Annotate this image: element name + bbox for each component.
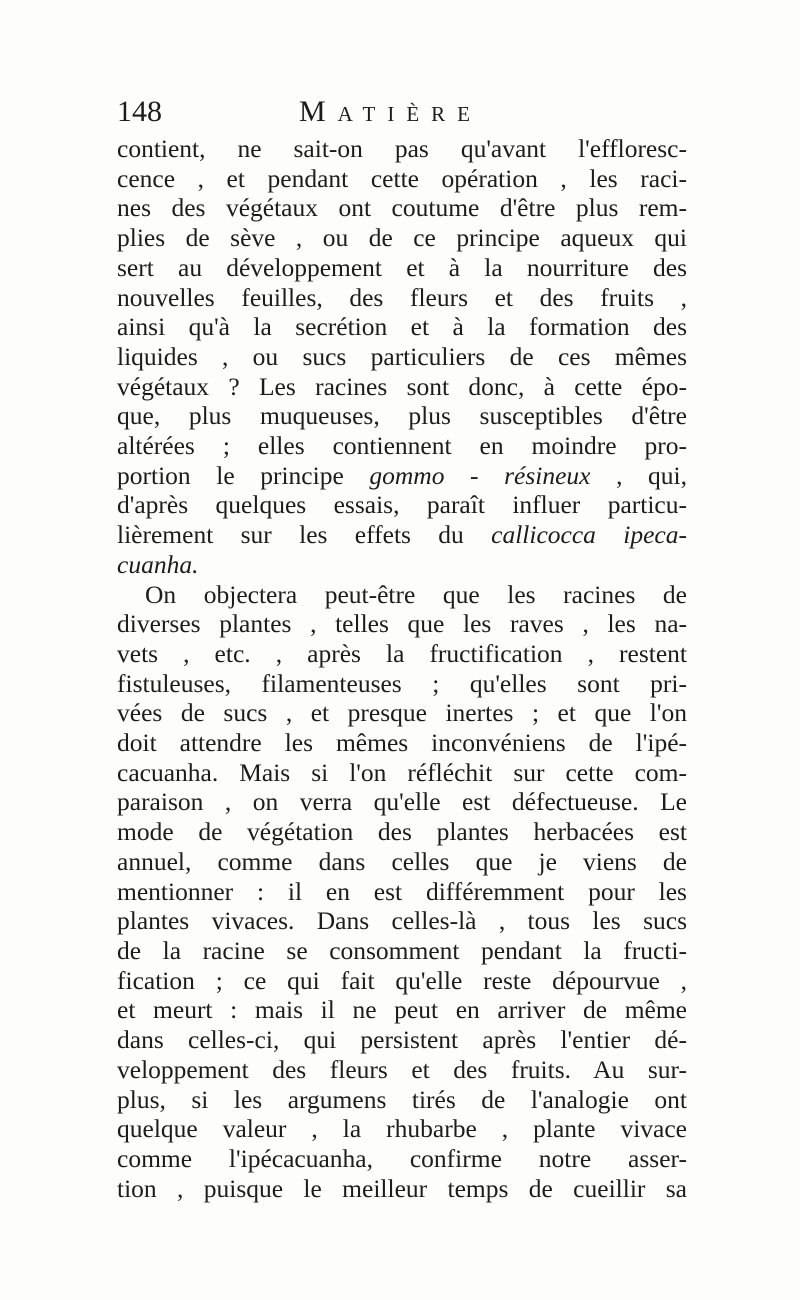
text-line [117,253,687,283]
text-segment: paraison , on verra qu'elle est défectueuse. Le [117,787,687,817]
text-segment: fistuleuses, filamenteuses ; qu'elles sont pri- [117,668,687,698]
body-text [117,134,687,1203]
italic-term: cuanha. [117,549,199,579]
text-segment: veloppement des fleurs et des fruits. Au sur- [117,1054,687,1084]
text-line [117,639,687,669]
text-segment: plus, si les argumens tirés de l'analogie ont [117,1084,687,1114]
text-line [117,520,687,550]
text-segment: liquides , ou sucs particuliers de ces mêmes [117,341,687,371]
text-segment: portion le principe [117,460,370,490]
text-line [117,877,687,907]
text-segment: nouvelles feuilles, des fleurs et des fruits , [117,282,687,312]
text-line [117,1025,687,1055]
text-line [117,1114,687,1144]
text-line [117,134,687,164]
text-line [117,342,687,372]
text-line [117,1174,687,1204]
text-line [117,461,687,491]
text-line [117,550,687,580]
text-line [117,906,687,936]
text-segment: cacuanha. Mais si l'on réfléchit sur cette com- [117,757,687,787]
text-line [117,1055,687,1085]
text-segment: d'après quelques essais, paraît influer particu- [117,490,687,520]
text-line [117,193,687,223]
text-segment: vées de sucs , et presque inertes ; et que l'on [117,698,687,728]
text-segment: altérées ; elles contiennent en moindre pro- [117,431,687,461]
text-segment: plantes vivaces. Dans celles-là , tous les sucs [117,906,687,936]
text-line [117,1085,687,1115]
italic-term: callicocca ipeca- [491,520,687,550]
text-segment: lièrement sur les effets du [117,520,492,550]
text-line [117,312,687,342]
running-title: Matière [299,95,482,128]
text-line [117,401,687,431]
text-line [117,936,687,966]
text-segment: annuel, comme dans celles que je viens de [117,846,687,876]
text-line [117,431,687,461]
text-line [117,698,687,728]
text-segment: mentionner : il en est différemment pour les [117,876,687,906]
text-segment: fication ; ce qui fait qu'elle reste dépourvue , [117,965,687,995]
text-line [117,164,687,194]
text-line [117,669,687,699]
text-segment: quelque valeur , la rhubarbe , plante vivace [117,1114,687,1144]
text-segment: diverses plantes , telles que les raves , les na- [117,609,687,639]
page-number: 148 [117,95,162,128]
text-segment: comme l'ipécacuanha, confirme notre asser- [117,1143,687,1173]
text-segment: plies de sève , ou de ce principe aqueux qui [117,223,687,253]
text-line [117,787,687,817]
text-segment: végétaux ? Les racines sont donc, à cette épo- [117,371,687,401]
text-line [117,1144,687,1174]
text-segment: On objectera peut-être que les racines de [145,579,687,609]
text-segment: vets , etc. , après la fructification , restent [117,638,687,668]
text-line [117,758,687,788]
text-line [117,283,687,313]
text-segment: que, plus muqueuses, plus susceptibles d'être [117,401,687,431]
text-line [117,817,687,847]
text-segment: cence , et pendant cette opération , les raci- [117,163,687,193]
text-segment: tion , puisque le meilleur temps de cueillir sa [117,1173,687,1203]
text-segment: ainsi qu'à la secrétion et à la formation des [117,312,687,342]
text-line [117,728,687,758]
text-segment: sert au développement et à la nourriture des [117,252,687,282]
text-segment: et meurt : mais il ne peut en arriver de même [117,995,687,1025]
text-line [117,372,687,402]
text-line [117,966,687,996]
text-segment: de la racine se consomment pendant la fructi- [117,935,687,965]
text-segment: doit attendre les mêmes inconvéniens de l'ipé- [117,728,687,758]
page-header [117,92,687,132]
text-segment: mode de végétation des plantes herbacées est [117,817,687,847]
text-line [117,223,687,253]
text-segment: nes des végétaux ont coutume d'être plus rem- [117,193,687,223]
text-line [117,609,687,639]
text-segment: dans celles-ci, qui persistent après l'entier dé- [117,1025,687,1055]
text-line [117,490,687,520]
text-line [117,847,687,877]
text-segment: , qui, [590,460,687,490]
italic-term: gommo - résineux [369,460,591,490]
text-segment: contient, ne sait-on pas qu'avant l'effloresc- [117,134,687,163]
text-line [117,995,687,1025]
text-line [117,580,687,610]
